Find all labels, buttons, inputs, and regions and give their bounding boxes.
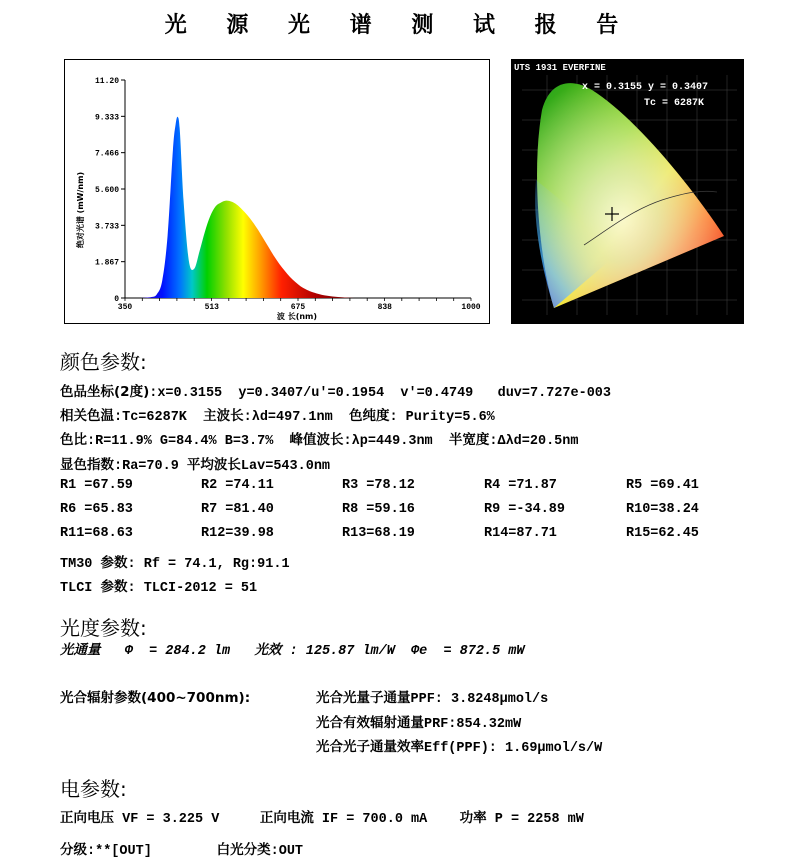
cie-xy-readout: x = 0.3155 y = 0.3407 bbox=[582, 82, 709, 93]
if-value: IF = 700.0 mA bbox=[313, 812, 460, 827]
power-value: P = 2258 mW bbox=[486, 812, 584, 827]
half-width-value: :Δλd=20.5nm bbox=[489, 434, 579, 449]
r-row bbox=[60, 478, 760, 502]
spectrum-x-tick-label: 513 bbox=[204, 303, 219, 312]
vf-label: 正向电压 bbox=[60, 810, 114, 826]
r-value: R10=38.24 bbox=[626, 502, 699, 517]
cie-white-region bbox=[537, 83, 724, 308]
cri-label: 显色指数 bbox=[60, 457, 114, 473]
spectrum-x-label: 波 长(nm) bbox=[276, 312, 318, 321]
chroma-label: 色品坐标(2度) bbox=[60, 384, 150, 400]
elec-params-heading: 电参数: bbox=[60, 777, 127, 801]
r-value: R3 =78.12 bbox=[342, 478, 415, 493]
r-value: R12=39.98 bbox=[201, 526, 274, 541]
par-range: (400~700nm): bbox=[141, 690, 251, 706]
dominant-wavelength-label: 主波长 bbox=[203, 408, 244, 424]
spectrum-y-tick-label: 9.333 bbox=[94, 113, 119, 123]
flux-label: 光通量 bbox=[60, 642, 101, 658]
cri-value: :Ra=70.9 bbox=[114, 459, 187, 474]
ratio-label: 色比 bbox=[60, 432, 87, 448]
r-row bbox=[60, 526, 760, 550]
spectrum-y-tick-label: 7.466 bbox=[94, 149, 119, 159]
prf-line bbox=[316, 711, 521, 732]
r-value: R14=87.71 bbox=[484, 526, 557, 541]
spectrum-x-tick-label: 838 bbox=[377, 303, 392, 312]
white-class-value: :OUT bbox=[270, 844, 304, 859]
r-value: R15=62.45 bbox=[626, 526, 699, 541]
grade-line bbox=[60, 838, 303, 859]
cct-label: 相关色温 bbox=[60, 408, 114, 424]
tm30-cn: 参数 bbox=[100, 555, 128, 571]
avg-wavelength-label: 平均波长 bbox=[186, 457, 241, 473]
spectrum-y-tick-label: 5.600 bbox=[94, 186, 119, 195]
white-class-label: 白光分类 bbox=[216, 842, 271, 858]
efficacy-label: 光效 bbox=[254, 642, 282, 658]
avg-wavelength-value: Lav=543.0nm bbox=[240, 459, 331, 474]
r-value: R11=68.63 bbox=[60, 526, 133, 541]
spectrum-y-tick-label: 1.867 bbox=[94, 258, 119, 268]
spectrum-y-tick-label: 11.20 bbox=[94, 77, 119, 86]
purity-value: : Purity=5.6% bbox=[389, 410, 495, 425]
flux-value: Φ = 284.2 lm bbox=[100, 644, 255, 659]
power-label: 功率 bbox=[459, 810, 487, 826]
tlci-cn: 参数 bbox=[100, 579, 128, 595]
cct-line bbox=[60, 404, 495, 425]
grade-label: 分级 bbox=[60, 842, 87, 858]
spectrum-x-tick-label: 350 bbox=[117, 303, 133, 312]
r-values-grid bbox=[60, 478, 760, 550]
cie-chromaticity-diagram bbox=[511, 59, 744, 324]
tm30-value: : Rf = 74.1, Rg:91.1 bbox=[127, 557, 290, 572]
r-value: R5 =69.41 bbox=[626, 478, 699, 493]
r-value: R7 =81.40 bbox=[201, 502, 274, 517]
chroma-value: :x=0.3155 y=0.3407/u'=0.1954 v'=0.4749 duv=7.727e-003 bbox=[149, 386, 612, 401]
ppf-label: 光合光量子通量 bbox=[316, 690, 411, 706]
ppf-line bbox=[316, 686, 548, 707]
ppf-value: PPF: 3.8248μmol/s bbox=[410, 692, 549, 707]
r-value: R9 =-34.89 bbox=[484, 502, 566, 517]
vf-value: VF = 3.225 V bbox=[114, 812, 260, 827]
r-value: R8 =59.16 bbox=[342, 502, 415, 517]
r-value: R6 =65.83 bbox=[60, 502, 133, 517]
eff-ppf-value: Eff(PPF): 1.69μmol/s/W bbox=[424, 741, 603, 756]
efficacy-value: : 125.87 lm/W Φe = 872.5 mW bbox=[281, 644, 525, 659]
peak-wavelength-value: :λp=449.3nm bbox=[343, 434, 449, 449]
eff-ppf-line bbox=[316, 735, 602, 756]
par-label: 光合辐射参数 bbox=[60, 690, 141, 706]
r-value: R4 =71.87 bbox=[484, 478, 557, 493]
tm30-label: TM30 bbox=[60, 557, 101, 572]
dominant-wavelength-value: :λd=497.1nm bbox=[243, 410, 349, 425]
ratio-value: :R=11.9% G=84.4% B=3.7% bbox=[87, 434, 290, 449]
peak-wavelength-label: 峰值波长 bbox=[289, 432, 344, 448]
r-value: R1 =67.59 bbox=[60, 478, 133, 493]
cct-value: :Tc=6287K bbox=[114, 410, 204, 425]
prf-value: PRF:854.32mW bbox=[424, 717, 522, 732]
flux-line bbox=[60, 638, 524, 659]
chromaticity-line bbox=[60, 380, 611, 401]
electrical-line bbox=[60, 806, 584, 827]
tlci-value: : TLCI-2012 = 51 bbox=[127, 581, 258, 596]
spectrum-y-tick-label: 3.733 bbox=[94, 222, 119, 232]
purity-label: 色纯度 bbox=[348, 408, 390, 424]
spectrum-y-label: 绝对光谱 (mW/nm) bbox=[76, 171, 85, 249]
photo-params-heading: 光度参数: bbox=[60, 616, 147, 640]
cie-tc-readout: Tc = 6287K bbox=[644, 98, 705, 109]
half-width-label: 半宽度 bbox=[448, 432, 490, 448]
par-line bbox=[60, 686, 250, 707]
spectrum-area bbox=[141, 117, 354, 298]
cie-svg bbox=[512, 60, 744, 324]
spectrum-y-tick-label: 0 bbox=[114, 295, 119, 304]
prf-label: 光合有效辐射通量 bbox=[316, 715, 424, 731]
color-params-heading: 颜色参数: bbox=[60, 350, 147, 374]
eff-ppf-label: 光合光子通量效率 bbox=[316, 739, 424, 755]
spectrum-x-tick-label: 675 bbox=[290, 303, 306, 312]
r-value: R2 =74.11 bbox=[201, 478, 274, 493]
tlci-line bbox=[60, 575, 257, 596]
cie-header: UTS 1931 EVERFINE bbox=[514, 63, 606, 73]
tlci-label: TLCI bbox=[60, 581, 101, 596]
tm30-line bbox=[60, 551, 290, 572]
r-row bbox=[60, 502, 760, 526]
report-title: 光 源 光 谱 测 试 报 告 bbox=[164, 13, 635, 38]
color-ratio-line bbox=[60, 428, 579, 449]
spectrum-x-tick-label: 1000 bbox=[461, 303, 481, 312]
spectrum-svg bbox=[65, 60, 491, 325]
spectrum-chart bbox=[64, 59, 490, 324]
grade-value: :**[OUT] bbox=[87, 844, 217, 859]
if-label: 正向电流 bbox=[259, 810, 314, 826]
cri-line bbox=[60, 453, 330, 474]
r-value: R13=68.19 bbox=[342, 526, 415, 541]
